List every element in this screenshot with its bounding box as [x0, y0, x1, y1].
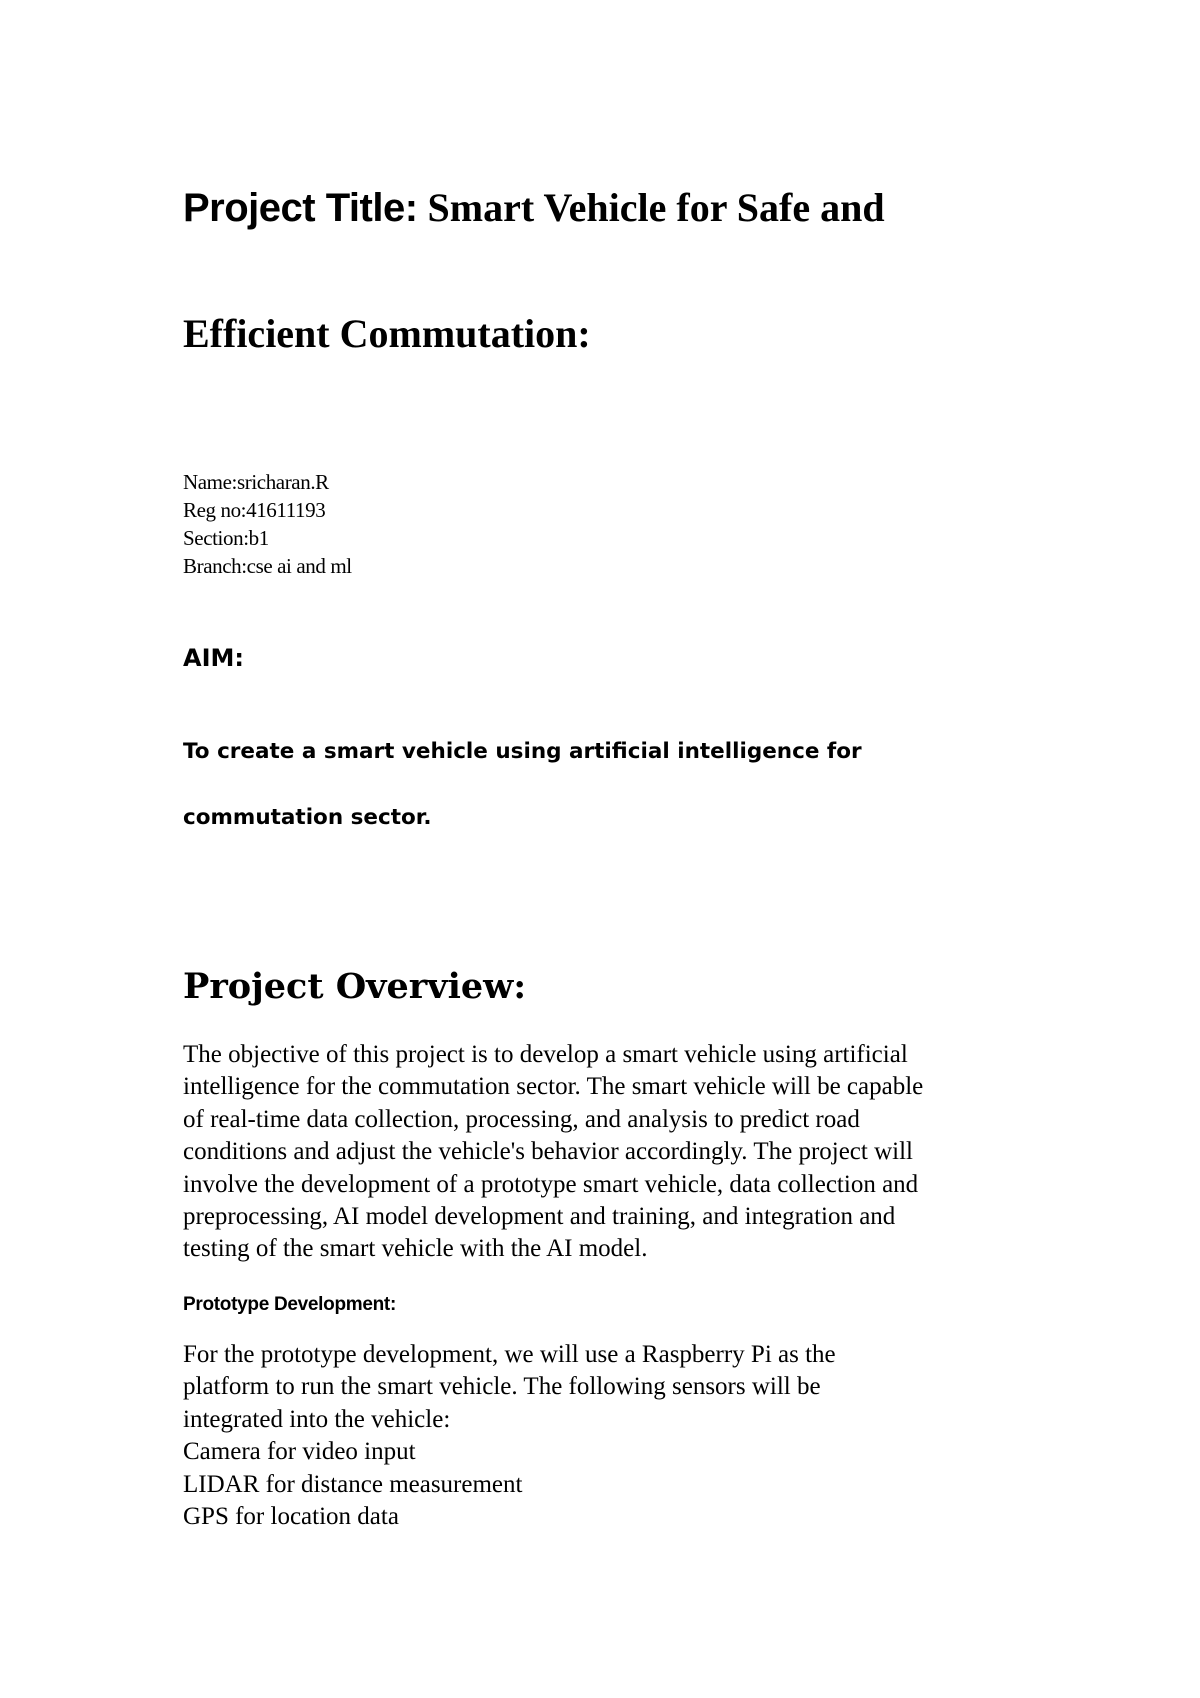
project-title-line-1	[183, 184, 885, 232]
student-reg-no: Reg no:41611193	[183, 498, 326, 522]
overview-paragraph	[183, 1039, 1063, 1266]
overview-line: conditions and adjust the vehicle's behavior accordingly. The project will	[183, 1138, 913, 1166]
sensor-item-gps: GPS for location data	[183, 1503, 399, 1531]
overview-line: testing of the smart vehicle with the AI model.	[183, 1235, 648, 1263]
overview-line: The objective of this project is to develop a smart vehicle using artificial	[183, 1041, 908, 1068]
overview-line: of real-time data collection, processing, and analysis to predict road	[183, 1105, 860, 1133]
prototype-paragraph	[183, 1339, 1063, 1533]
student-branch: Branch:cse ai and ml	[183, 554, 352, 578]
prototype-line: integrated into the vehicle:	[183, 1405, 451, 1433]
prototype-heading: Prototype Development:	[183, 1294, 396, 1315]
prototype-line: For the prototype development, we will use a Raspberry Pi as the	[183, 1341, 836, 1368]
overview-line: preprocessing, AI model development and training, and integration and	[183, 1203, 896, 1231]
sensor-item-camera: Camera for video input	[183, 1438, 416, 1466]
project-title-label: Project Title:	[183, 186, 418, 230]
sensor-item-lidar: LIDAR for distance measurement	[183, 1470, 523, 1498]
overview-heading: Project Overview:	[183, 966, 527, 1007]
student-section: Section:b1	[183, 526, 269, 550]
project-title-text: Smart Vehicle for Safe and	[417, 185, 885, 230]
aim-text-line-2: commutation sector.	[183, 805, 432, 830]
student-name: Name:sricharan.R	[183, 470, 329, 494]
project-title-line-2: Efficient Commutation:	[183, 311, 591, 356]
prototype-line: platform to run the smart vehicle. The following sensors will be	[183, 1373, 821, 1401]
overview-line: involve the development of a prototype smart vehicle, data collection and	[183, 1170, 919, 1198]
aim-text-line-1: To create a smart vehicle using artificial intelligence for	[183, 739, 862, 764]
aim-heading: AIM:	[183, 644, 244, 672]
overview-line: intelligence for the commutation sector. The smart vehicle will be capable	[183, 1073, 924, 1101]
